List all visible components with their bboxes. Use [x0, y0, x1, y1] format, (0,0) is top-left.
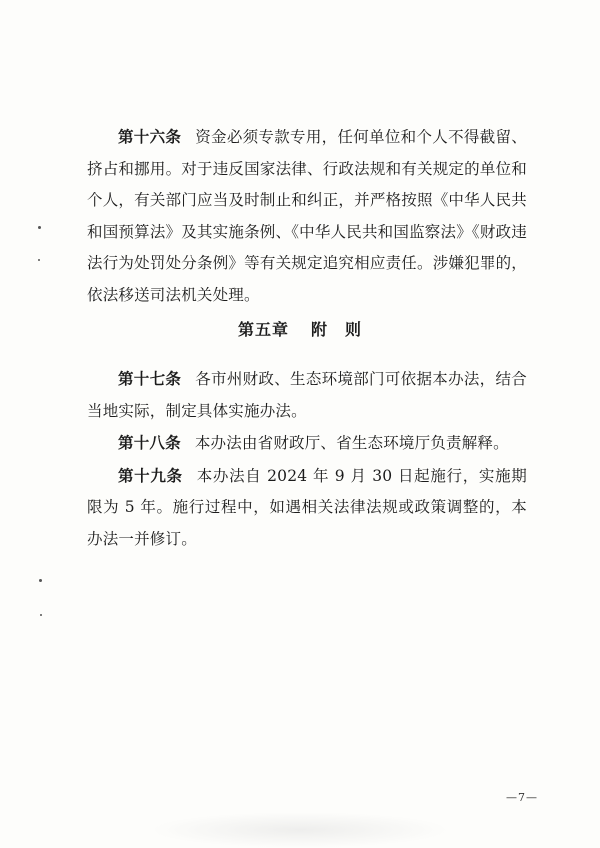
article-17 [87, 363, 527, 427]
article-18-text: 本办法由省财政厅、省生态环境厅负责解释。 [194, 434, 509, 452]
article-16-label: 第十六条 [118, 127, 182, 146]
article-17-text: 各市州财政、生态环境部门可依据本办法，结合当地实际，制定具体实施办法。 [87, 370, 527, 420]
article-16 [87, 121, 527, 311]
page-number: —7— [506, 791, 538, 804]
chapter-title: 附 则 [311, 320, 363, 339]
articles-17-19 [87, 363, 527, 555]
article-19 [87, 460, 527, 556]
scan-speck [38, 226, 41, 229]
article-16-paragraph [87, 121, 527, 311]
chapter-number: 第五章 [237, 320, 289, 339]
article-17-label: 第十七条 [118, 369, 182, 388]
article-16-text: 资金必须专款专用，任何单位和个人不得截留、挤占和挪用。对于违反国家法律、行政法规和有关规定的单位和个人，有关部门应当及时制止和纠正，并严格按照《中华人民共和国预算法》及其实施条例、《中华人民共和国监察法》《财政违法行为处罚处分条例》等有关规定追究相应责任。涉嫌犯罪的，依法移送司法机关处理。 [87, 128, 527, 304]
scan-shadow [150, 812, 450, 848]
article-18 [87, 427, 527, 460]
scan-speck [39, 579, 42, 582]
chapter-heading [0, 317, 600, 340]
article-18-label: 第十八条 [118, 433, 181, 452]
article-19-text: 本办法自 2024 年 9 月 30 日起施行，实施期限为 5 年。施行过程中，如遇相关法律法规或政策调整的，本办法一并修订。 [87, 466, 527, 548]
scan-speck [38, 259, 40, 261]
scan-speck [40, 614, 42, 616]
article-19-label: 第十九条 [118, 465, 183, 485]
